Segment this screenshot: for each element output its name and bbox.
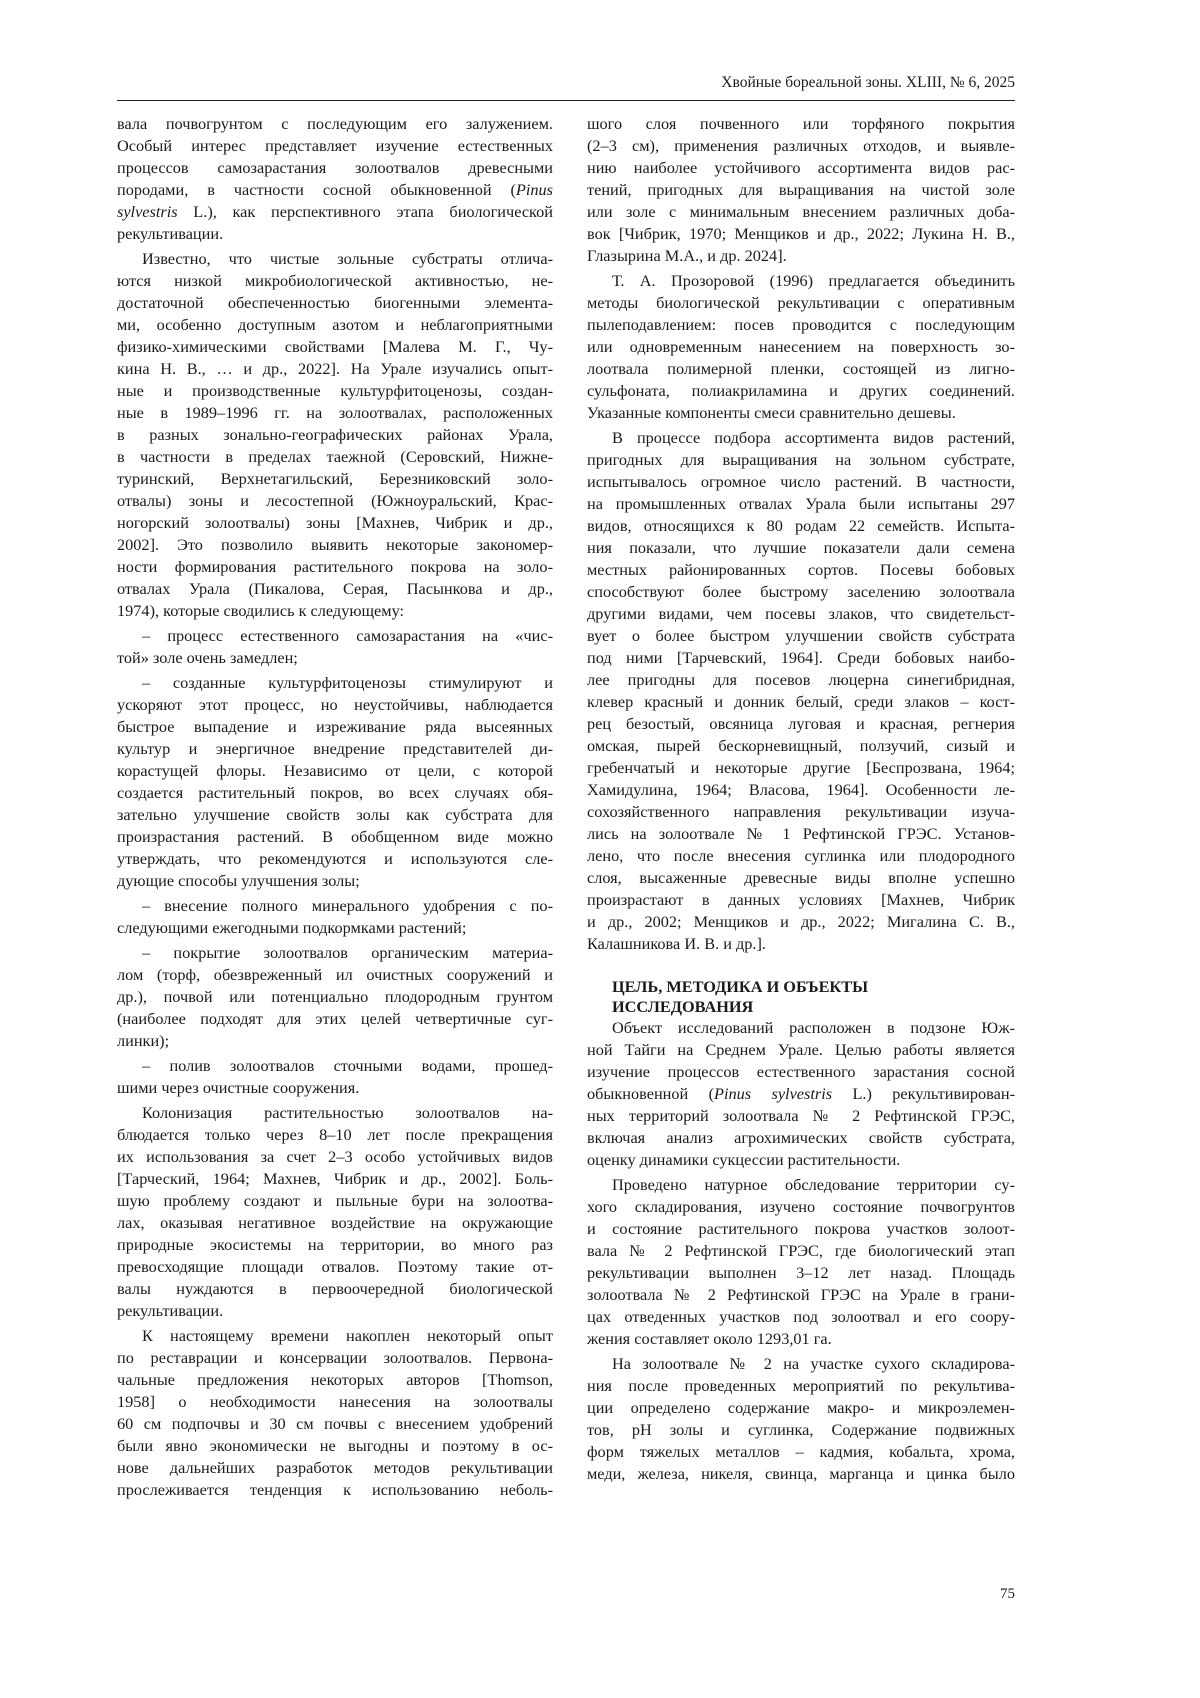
text-line: превосходящие площади отвалов. Поэтому такие от- (117, 1257, 553, 1276)
left-column (117, 113, 553, 1504)
text-line: дующие способы улучшения золы; (117, 871, 360, 890)
text-line: меди, железа, никеля, свинца, марганца и цинка было (587, 1464, 1015, 1483)
text-line: 60 см подпочвы и 30 см почвы с внесением удобрений (117, 1414, 553, 1433)
text-line: К настоящему времени накоплен некоторый опыт (142, 1326, 553, 1345)
text-line: рец безостый, овсяница луговая и красная, регнерия (587, 714, 1015, 733)
text-line: прослеживается тенденция к использованию неболь- (117, 1480, 553, 1499)
latin-name: Pinus sylvestris (714, 1084, 833, 1103)
text-line: туринский, Верхнетагильский, Березниковский золо- (117, 469, 553, 488)
text-line: процессов самозарастания золоотвалов древесными (117, 158, 553, 177)
text-line: следующими ежегодными подкормками растений; (117, 918, 467, 937)
text-line: ногорский золоотвалы) зоны [Махнев, Чибрик и др., (117, 513, 553, 532)
paragraph (117, 1102, 553, 1322)
text-line: пригодных для выращивания на зольном субстрате, (587, 450, 1015, 469)
text-line: произрастания растений. В обобщенном виде можно (117, 827, 553, 846)
text-line: достаточной обеспеченностью биогенными элемента- (117, 293, 553, 312)
text-line: форм тяжелых металлов – кадмия, кобальта, хрома, (587, 1442, 1015, 1461)
text-line: лоотвала полимерной пленки, состоящей из лигно- (587, 359, 1015, 378)
paragraph (117, 895, 553, 939)
text-line: валы нуждаются в первоочередной биологической (117, 1279, 553, 1298)
text-line: лом (торф, обезвреженный ил очистных сооружений и (117, 965, 553, 984)
heading-line: ИССЛЕДОВАНИЯ (612, 997, 754, 1016)
text-line (587, 1083, 1015, 1105)
text-line: Глазырина М.А., и др. 2024]. (587, 246, 787, 265)
text-line: ции определено содержание макро- и микроэлемен- (587, 1398, 1015, 1417)
text-line: Известно, что чистые зольные субстраты отлича- (142, 249, 553, 268)
heading-line: ЦЕЛЬ, МЕТОДИКА И ОБЪЕКТЫ (612, 977, 869, 996)
text-line: 1974), которые сводились к следующему: (117, 601, 405, 620)
paragraph (117, 625, 553, 669)
text-line: ния после проведенных мероприятий по рекультива- (587, 1376, 1015, 1395)
text-line: или одновременным нанесением на поверхность зо- (587, 337, 1015, 356)
text-line: вала № 2 Рефтинской ГРЭС, где биологический этап (587, 1241, 1015, 1260)
text-line: нию наиболее устойчивого ассортимента видов рас- (587, 158, 1015, 177)
text-line: Указанные компоненты смеси сравнительно дешевы. (587, 403, 956, 422)
text-segment: породами, в частности сосной обыкновенной ( (117, 180, 516, 199)
text-line: Особый интерес представляет изучение естественных (117, 136, 553, 155)
text-line: рекультивации. (117, 1301, 224, 1320)
text-line: ности формирования растительного покрова на золо- (117, 557, 553, 576)
latin-name: sylvestris (117, 202, 178, 221)
text-line: ния показали, что лучшие показатели дали семена (587, 538, 1015, 557)
text-line: испытывалось огромное число растений. В частности, (587, 472, 1015, 491)
paragraph (117, 1055, 553, 1099)
text-line: физико-химическими свойствами [Малева М. Г., Чу- (117, 337, 553, 356)
text-line: лено, что после внесения суглинка или плодородного (587, 846, 1015, 865)
text-line: и состояние растительного покрова участков золоот- (587, 1219, 1015, 1238)
text-line: блюдается только через 8–10 лет после прекращения (117, 1125, 553, 1144)
text-line: сохозяйственного направления рекультивации изуча- (587, 802, 1015, 821)
text-line: золоотвала № 2 Рефтинской ГРЭС на Урале в грани- (587, 1285, 1015, 1304)
text-line: клевер красный и донник белый, среди злаков – кост- (587, 692, 1015, 711)
text-line: тений, пригодных для выращивания на чистой золе (587, 180, 1015, 199)
text-line: утверждать, что рекомендуются и используются сле- (117, 849, 553, 868)
text-line: – процесс естественного самозарастания на «чис- (142, 626, 553, 645)
text-line: на промышленных отвалах Урала были испытаны 297 (587, 494, 1015, 513)
text-line: под ними [Тарчевский, 1964]. Среди бобовых наибо- (587, 648, 1015, 667)
text-line: произрастают в данных условиях [Махнев, Чибрик (587, 890, 1015, 909)
text-line: В процессе подбора ассортимента видов растений, (612, 428, 1015, 447)
text-line: хого складирования, изучено состояние почвогрунтов (587, 1197, 1015, 1216)
text-line: их использования за счет 2–3 особо устойчивых видов (117, 1147, 553, 1166)
latin-name: Pinus (515, 180, 553, 199)
text-line: Калашникова И. В. и др.]. (587, 934, 766, 953)
text-line: методы биологической рекультивации с оперативным (587, 293, 1015, 312)
text-line: пылеподавлением: посев проводится с последующим (587, 315, 1015, 334)
header-rule (117, 100, 1015, 101)
text-line: ной Тайги на Среднем Урале. Целью работы является (587, 1040, 1015, 1059)
text-line: шого слоя почвенного или торфяного покрытия (587, 114, 1015, 133)
text-line: культур и энергичное внедрение представителей ди- (117, 739, 553, 758)
text-line: гребенчатый и некоторые другие [Беспрозвана, 1964; (587, 758, 1015, 777)
page-number: 75 (1000, 1586, 1015, 1602)
text-line (117, 179, 553, 201)
paragraph (587, 1174, 1015, 1350)
text-line: тов, pH золы и суглинка, Содержание подвижных (587, 1420, 1015, 1439)
text-line: Проведено натурное обследование территории су- (612, 1175, 1015, 1194)
text-line: в разных зонально-географических районах Урала, (117, 425, 553, 444)
text-line: – созданные культурфитоценозы стимулируют и (142, 673, 553, 692)
section-heading (612, 977, 1015, 1017)
text-line: На золоотвале № 2 на участке сухого складирова- (612, 1354, 1015, 1373)
text-line: рекультивации. (117, 224, 224, 243)
text-line: сульфоната, полиакриламина и других соединений. (587, 381, 1015, 400)
text-line: и др., 2002; Менщиков и др., 2022; Мигалина С. В., (587, 912, 1015, 931)
text-line: по реставрации и консервации золоотвалов. Первона- (117, 1348, 553, 1367)
text-line: [Тарческий, 1964; Махнев, Чибрик и др., 2002]. Боль- (117, 1169, 553, 1188)
text-line: шую проблему создают и пыльные бури на золоотва- (117, 1191, 553, 1210)
text-line: Объект исследований расположен в подзоне Юж- (612, 1018, 1015, 1037)
text-line: вок [Чибрик, 1970; Менщиков и др., 2022; Лукина Н. В., (587, 224, 1015, 243)
text-line: Хамидулина, 1964; Власова, 1964]. Особенности ле- (587, 780, 1015, 799)
text-line: Колонизация растительностью золоотвалов на- (142, 1103, 553, 1122)
paragraph (587, 427, 1015, 955)
running-header-title: Хвойные бореальной зоны. XLIII, № 6, 2025 (721, 74, 1015, 91)
text-line: изучение процессов естественного зарастания сосной (587, 1062, 1015, 1081)
text-line: (2–3 см), применения различных отходов, и выявле- (587, 136, 1015, 155)
text-line: включая анализ агрохимических свойств субстрата, (587, 1128, 1015, 1147)
text-line: вует о более быстром улучшении свойств субстрата (587, 626, 1015, 645)
text-line: корастущей флоры. Независимо от цели, с которой (117, 761, 553, 780)
paragraph (117, 113, 553, 245)
paragraph (117, 672, 553, 892)
text-line: местных районированных сортов. Посевы бобовых (587, 560, 1015, 579)
paragraph (587, 1353, 1015, 1485)
paragraph (587, 1017, 1015, 1171)
text-line: нове дальнейших разработок методов рекультивации (117, 1458, 553, 1477)
text-line: лее пригодны для посевов люцерна синегибридная, (587, 670, 1015, 689)
text-line: природные экосистемы на территории, во много раз (117, 1235, 553, 1254)
text-line: 2002]. Это позволило выявить некоторые закономер- (117, 535, 553, 554)
text-line (117, 201, 553, 223)
text-line: жения составляет около 1293,01 га. (587, 1329, 832, 1348)
text-line: 1958] о необходимости нанесения на золоотвалы (117, 1392, 553, 1411)
text-line: или золе с минимальным внесением различных доба- (587, 202, 1015, 221)
text-line: ются низкой микробиологической активностью, не- (117, 271, 553, 290)
text-line: были явно экономически не выгодны и поэтому в ос- (117, 1436, 553, 1455)
text-line: другими видами, чем посевы злаков, что свидетельст- (587, 604, 1015, 623)
text-segment: L.) рекультивирован- (832, 1084, 1016, 1103)
text-line: отвалах Урала (Пикалова, Серая, Пасынкова и др., (117, 579, 553, 598)
text-line: оценку динамики сукцессии растительности. (587, 1150, 901, 1169)
text-line: вала почвогрунтом с последующим его залужением. (117, 114, 553, 133)
text-line: отвалы) зоны и лесостепной (Южноуральский, Крас- (117, 491, 553, 510)
text-line: лись на золоотвале № 1 Рефтинской ГРЭС. Установ- (587, 824, 1015, 843)
right-column (587, 113, 1015, 1488)
text-line: чальные предложения некоторых авторов [Thomson, (117, 1370, 553, 1389)
text-line: той» золе очень замедлен; (117, 648, 298, 667)
text-line: Т. А. Прозоровой (1996) предлагается объединить (612, 271, 1015, 290)
text-line: – внесение полного минерального удобрения с по- (142, 896, 553, 915)
text-line: способствуют более быстрому заселению золоотвала (587, 582, 1015, 601)
text-line: ми, особенно доступным азотом и неблагоприятными (117, 315, 553, 334)
text-line: линки); (117, 1031, 170, 1050)
text-line: др.), почвой или потенциально плодородным грунтом (117, 987, 553, 1006)
text-line: создается растительный покров, во всех случаях обя- (117, 783, 553, 802)
text-line: лах, оказывая негативное воздействие на окружающие (117, 1213, 553, 1232)
text-line: быстрое выпадение и изреживание ряда высеянных (117, 717, 553, 736)
paragraph (587, 270, 1015, 424)
text-line: омская, пырей бескорневищный, ползучий, сизый и (587, 736, 1015, 755)
text-line: – полив золоотвалов сточными водами, прошед- (142, 1056, 553, 1075)
text-line: шими через очистные сооружения. (117, 1078, 360, 1097)
text-line: ускоряют этот процесс, но неустойчивы, наблюдается (117, 695, 553, 714)
paragraph (117, 1325, 553, 1501)
text-line: кина Н. В., … и др., 2022]. На Урале изучались опыт- (117, 359, 553, 378)
text-line: ные в 1989–1996 гг. на золоотвалах, расположенных (117, 403, 553, 422)
text-line: цах отведенных участков под золоотвал и его соору- (587, 1307, 1015, 1326)
text-line: в частности в пределах таежной (Серовский, Нижне- (117, 447, 553, 466)
text-line: видов, относящихся к 80 родам 22 семейств. Испыта- (587, 516, 1015, 535)
paragraph (117, 248, 553, 622)
text-line: ных территорий золоотвала № 2 Рефтинской ГРЭС, (587, 1106, 1015, 1125)
paragraph (587, 113, 1015, 267)
text-line: (наиболее подходят для этих целей четвертичные суг- (117, 1009, 553, 1028)
paragraph (117, 942, 553, 1052)
text-line: рекультивации выполнен 3–12 лет назад. Площадь (587, 1263, 1015, 1282)
text-segment: L.), как перспективного этапа биологической (177, 202, 553, 221)
text-line: зательно улучшение свойств золы как субстрата для (117, 805, 553, 824)
text-line: ные и производственные культурфитоценозы, создан- (117, 381, 553, 400)
text-line: слоя, высаженные древесные виды вполне успешно (587, 868, 1015, 887)
text-line: – покрытие золоотвалов органическим материа- (142, 943, 553, 962)
text-segment: обыкновенной ( (587, 1084, 715, 1103)
